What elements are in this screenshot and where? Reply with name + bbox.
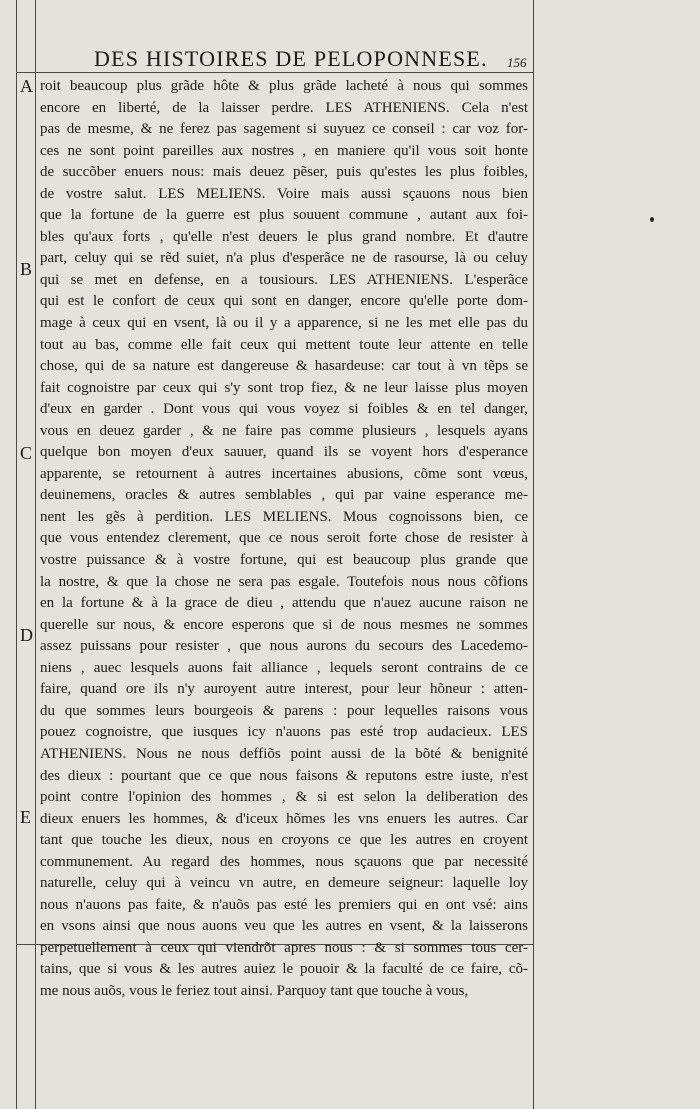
text-line: tant que touche les dieux, nous en croyons ce que les autres en croyent	[40, 832, 528, 849]
text-line: ces ne sont point pareilles aux nostres , en maniere qu'il vous soit honte	[40, 142, 528, 159]
text-line: dieux enuers les hommes, & d'iceux hõmes les vns enuers les autres. Car	[40, 810, 528, 827]
margin-letter-a: A	[20, 76, 33, 96]
margin-letter-b: B	[20, 259, 33, 279]
text-line: apparente, se retournent à autres incertaines abusions, cõme sont vœus,	[40, 465, 528, 482]
text-line: qui se met en defense, en a tousiours. LES ATHENIENS. L'esperãce	[40, 271, 528, 288]
text-line: quelque bon moyen d'eux sauuer, quand ils se voyent hors d'esperance	[40, 444, 528, 461]
text-line: roit beaucoup plus grãde hôte & plus grãde lacheté à nous qui sommes	[40, 78, 528, 94]
text-line: mage à ceux qui en vsent, là ou il y a apparence, si ne les met elle pas du	[40, 315, 528, 332]
text-line: encore en liberté, de la laisser perdre. LES ATHENIENS. Cela n'est	[40, 99, 528, 116]
text-line: vostre puissance & à vostre fortune, qui est beaucoup plus grande que	[40, 552, 528, 569]
text-line: perpetuellement à ceux qui viendrõt apres nous : & si sommes tous cer-	[40, 939, 528, 956]
text-line: de succõber enuers nous: mais deuez pẽser, puis qu'estes les plus foibles,	[40, 164, 528, 181]
left-margin-rule-inner	[35, 0, 36, 1109]
running-head: DES HISTOIRES DE PELOPONNESE.	[94, 46, 488, 71]
left-margin-rule-outer	[16, 0, 17, 1109]
text-line: me nous auõs, vous le feriez tout ainsi. Parquoy tant que touche à vous,	[40, 982, 469, 999]
page-number: 156	[507, 55, 527, 70]
text-line: fait cognoistre par ceux qui s'y sont trop fiez, & ne leur laisse plus moyen	[40, 379, 528, 396]
text-line: pas de mesme, & ne ferez pas sagement si suyuez ce conseil : car voz for-	[40, 121, 528, 138]
text-line: nent les gẽs à perdition. LES MELIENS. Mous cognoissons bien, ce	[40, 508, 528, 525]
text-line: des dieux : pourtant que ce que nous faisons & reputons estre iuste, n'est	[40, 767, 528, 784]
text-line: en vsons ainsi que nous auons veu que les autres en vsent, & la laisserons	[40, 918, 528, 935]
text-line: part, celuy qui se rẽd suiet, n'a plus d'esperãce ne de rasourse, là ou celuy	[40, 250, 528, 267]
text-line: que la fortune de la guerre est plus souuent commune , autant aux foi-	[40, 207, 528, 224]
text-line: vous en deuez garder , & ne faire pas comme plusieurs , lesquels ayans	[40, 422, 528, 439]
text-line: tout au bas, comme elle fait ceux qui mettent toute leur attente en telle	[40, 336, 528, 353]
text-line: qui est le confort de ceux qui sont en danger, encore qu'elle porte dom-	[40, 293, 528, 310]
text-line: que vous entendez clerement, que ce nous seroit forte chose de resister à	[40, 530, 528, 547]
text-line: querelle sur nous, & encore esperons que si de nous mesmes ne sommes	[40, 616, 528, 633]
text-line: en la fortune & à la grace de dieu , attendu que n'auez aucune raison ne	[40, 595, 528, 612]
text-line: d'eux en garder . Dont vous qui vous voyez si foibles & en tel danger,	[40, 401, 528, 418]
text-line: naturelle, celuy qui à veincu vn autre, en demeure seigneur: laquelle loy	[40, 875, 528, 892]
text-line: assez puissans pour resister , que nous aurons du secours des Lacedemo-	[40, 638, 528, 655]
text-line: niens , auec lesquels auons fait alliance , lequels seront contrains de ce	[40, 659, 528, 676]
body-text	[40, 76, 528, 1003]
margin-letter-d: D	[20, 625, 33, 645]
text-line: bles qu'aux forts , qu'elle n'est deuers le plus grand nombre. Et d'autre	[40, 228, 528, 245]
margin-letter-e: E	[20, 807, 31, 827]
text-line: tains, que si vous & les autres auiez le pouoir & la faculté de ce faire, cõ-	[40, 961, 528, 978]
text-line: nous n'auons pas faite, & n'auõs pas esté les premiers qui en ont vsé: ains	[40, 896, 528, 913]
text-line: chose, qui de sa nature est dangereuse & hasardeuse: car tout à vn tẽps se	[40, 358, 528, 375]
text-line: faire, quand ore ils n'y auroyent autre interest, pour leur hõneur : atten-	[40, 681, 528, 698]
text-line: point contre l'opinion des hommes , & si est selon la deliberation des	[40, 789, 528, 806]
right-margin-rule	[533, 0, 534, 1109]
text-line: pouez cognoistre, que iusques icy n'auons pas esté trop audacieux. LES	[40, 724, 528, 741]
top-rule	[16, 72, 533, 73]
margin-letter-c: C	[20, 443, 33, 463]
text-line: de vostre salut. LES MELIENS. Voire mais aussi sçauons nous bien	[40, 185, 528, 202]
text-line: du que sommes leurs bourgeois & parens : pour lequelles raisons vous	[40, 702, 528, 719]
text-line: ATHENIENS. Nous ne nous deffiõs point aussi de la bõté & benignité	[40, 745, 528, 762]
text-line: communement. Au regard des hommes, nous sçauons que par necessité	[40, 853, 528, 870]
text-line: deuinemens, oracles & autres semblables , qui par vaine esperance me-	[40, 487, 528, 504]
text-line: la nostre, & que la chose ne sera pas esgale. Toutefois nous nous cõfions	[40, 573, 528, 590]
ink-spot	[650, 217, 654, 222]
